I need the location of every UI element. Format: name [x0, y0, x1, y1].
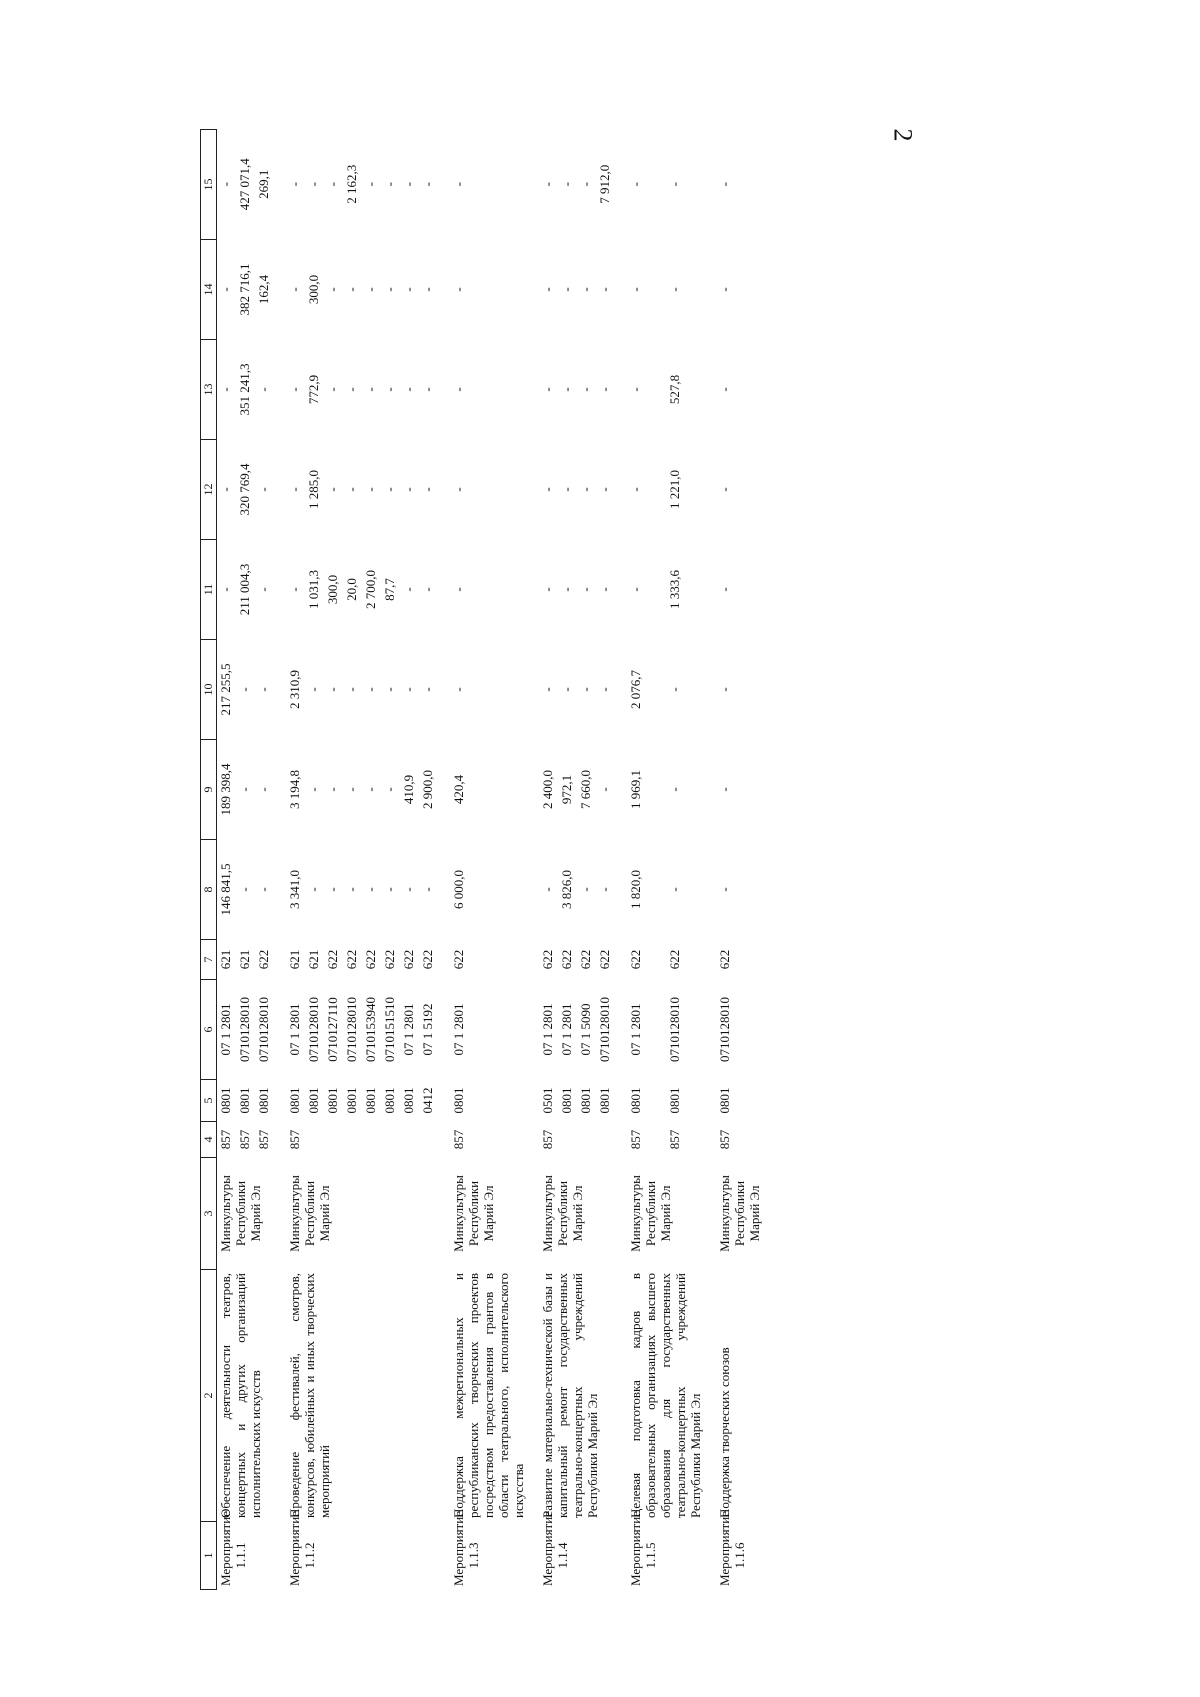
cell-col-9: -	[344, 787, 359, 792]
cell-col-9: -	[597, 787, 612, 792]
cell-col-8: -	[540, 887, 555, 892]
cell-col-6: 0710151510	[382, 997, 397, 1062]
cell-col-8: -	[363, 887, 378, 892]
cell-col-14: -	[717, 287, 732, 292]
cell-col-15: -	[218, 182, 233, 187]
cell-col-12: 1 285,0	[306, 470, 321, 509]
cell-col-10: -	[717, 687, 732, 692]
cell-col-4: 857	[666, 1129, 682, 1150]
cell-col-10: -	[401, 687, 416, 692]
cell-col-7: 622	[451, 949, 466, 970]
measure-name: Проведение фестивалей, смотров, конкурсов, юбилейных и иных творческих мероприятий	[287, 1273, 332, 1518]
cell-col-12: 1 221,0	[666, 470, 682, 509]
cell-col-15: -	[287, 182, 302, 187]
cell-col-10: 217 255,5	[218, 663, 233, 716]
cell-col-12: -	[287, 487, 302, 492]
cell-col-7: 621	[306, 949, 321, 970]
cell-col-4	[419, 1122, 438, 1158]
cell-col-9: 7 660,0	[578, 770, 593, 809]
cell-col-13: -	[287, 387, 302, 392]
cell-col-15: -	[666, 182, 682, 187]
cell-col-12: -	[451, 487, 466, 492]
cell-col-14: 382 716,1	[237, 263, 252, 316]
cell-col-14: -	[597, 287, 612, 292]
executor: Минкультуры Республики Марий Эл	[540, 1175, 585, 1252]
cell-col-7: 622	[628, 949, 643, 970]
cell-col-12: -	[578, 487, 593, 492]
cell-col-15: -	[578, 182, 593, 187]
cell-col-7: 622	[597, 949, 612, 970]
cell-col-12: -	[597, 487, 612, 492]
cell-col-14: 162,4	[256, 274, 271, 305]
cell-col-7: 621	[218, 949, 233, 970]
cell-col-15: -	[420, 182, 435, 187]
cell-col-9: 410,9	[401, 774, 416, 805]
cell-col-11: -	[256, 587, 271, 592]
cell-col-4: 857	[451, 1129, 466, 1150]
header-col-4: 4	[201, 1122, 217, 1158]
cell-col-8: -	[256, 887, 271, 892]
cell-col-6: 07 1 5192	[420, 1003, 435, 1056]
header-col-9: 9	[201, 740, 217, 840]
cell-col-15: 269,1	[256, 169, 271, 199]
measure-id: Мероприятие 1.1.4	[540, 1511, 570, 1586]
cell-col-15: 2 162,3	[344, 164, 359, 204]
cell-col-5: 0801	[237, 1087, 252, 1114]
cell-col-15: -	[559, 182, 574, 187]
cell-col-9: -	[363, 787, 378, 792]
cell-col-6: 0710127110	[325, 997, 340, 1062]
cell-col-11: -	[401, 587, 416, 592]
cell-col-4	[324, 1122, 343, 1158]
page-number: 2	[888, 128, 918, 142]
cell-col-9: 1 969,1	[628, 770, 643, 809]
group-spacer	[527, 130, 539, 1590]
cell-col-4: 857	[218, 1129, 233, 1150]
cell-col-11: 20,0	[344, 578, 359, 601]
cell-col-12: -	[325, 487, 340, 492]
cell-col-9: -	[325, 787, 340, 792]
cell-col-7: 622	[401, 949, 416, 970]
cell-col-13: -	[451, 387, 466, 392]
table-body	[217, 130, 776, 1590]
measure-name: Обеспечение деятельности театров, концертных и других организаций исполнительских искусств	[218, 1273, 263, 1518]
cell-col-13: -	[401, 387, 416, 392]
cell-col-4	[596, 1122, 615, 1158]
cell-col-11: -	[628, 587, 643, 592]
cell-col-5: 0801	[344, 1087, 359, 1114]
cell-col-6: 07 1 5090	[578, 1003, 593, 1056]
cell-col-11: -	[578, 587, 593, 592]
cell-col-5: 0801	[578, 1087, 593, 1114]
cell-col-14: -	[578, 287, 593, 292]
cell-col-12: -	[401, 487, 416, 492]
cell-col-11: -	[559, 587, 574, 592]
cell-col-9: -	[306, 787, 321, 792]
header-col-10: 10	[201, 640, 217, 740]
group-spacer	[763, 130, 775, 1590]
header-col-8: 8	[201, 840, 217, 940]
cell-col-7: 622	[717, 949, 732, 970]
cell-col-13: -	[325, 387, 340, 392]
group-spacer	[615, 130, 627, 1590]
cell-col-10: -	[540, 687, 555, 692]
cell-col-6: 07 1 2801	[451, 1003, 466, 1056]
cell-col-10: -	[237, 687, 252, 692]
cell-col-8: 1 820,0	[628, 870, 643, 909]
cell-col-7: 622	[344, 949, 359, 970]
cell-col-9: -	[717, 787, 732, 792]
cell-col-6: 0710153940	[363, 997, 378, 1062]
measure-id: Мероприятие 1.1.3	[451, 1511, 481, 1586]
cell-col-13: -	[256, 387, 271, 392]
cell-col-12: -	[363, 487, 378, 492]
cell-col-9: -	[666, 787, 682, 792]
cell-col-12: -	[717, 487, 732, 492]
cell-col-13: -	[578, 387, 593, 392]
cell-col-9: 2 900,0	[420, 770, 435, 809]
cell-col-7: 622	[578, 949, 593, 970]
table-row	[716, 130, 763, 1590]
cell-col-15: -	[628, 182, 643, 187]
cell-col-4	[362, 1122, 381, 1158]
cell-col-4	[400, 1122, 419, 1158]
cell-col-10: -	[420, 687, 435, 692]
cell-col-14: -	[540, 287, 555, 292]
cell-col-8: -	[597, 887, 612, 892]
cell-col-13: -	[344, 387, 359, 392]
cell-col-8: -	[666, 887, 682, 892]
cell-col-10: -	[306, 687, 321, 692]
cell-col-15: -	[325, 182, 340, 187]
cell-col-11: 211 004,3	[237, 563, 252, 616]
cell-col-8: -	[420, 887, 435, 892]
cell-col-13: -	[597, 387, 612, 392]
cell-col-6: 0710128010	[256, 997, 271, 1062]
cell-col-9: 2 400,0	[540, 770, 555, 809]
cell-col-5: 0501	[540, 1087, 555, 1114]
cell-col-10: 2 076,7	[628, 670, 643, 709]
cell-col-5: 0801	[325, 1087, 340, 1114]
cell-col-14: -	[420, 287, 435, 292]
executor: Минкультуры Республики Марий Эл	[218, 1175, 263, 1252]
cell-col-10: -	[256, 687, 271, 692]
cell-col-6: 07 1 2801	[218, 1003, 233, 1056]
cell-col-5: 0412	[420, 1087, 435, 1114]
cell-col-5: 0801	[628, 1087, 643, 1114]
cell-col-10: -	[382, 687, 397, 692]
cell-col-11: 2 700,0	[363, 570, 378, 609]
cell-col-6: 0710128010	[666, 997, 682, 1062]
header-col-5: 5	[201, 1080, 217, 1122]
cell-col-8: -	[306, 887, 321, 892]
cell-col-10: -	[344, 687, 359, 692]
cell-col-12: -	[420, 487, 435, 492]
header-col-15: 15	[201, 130, 217, 240]
cell-col-12: -	[218, 487, 233, 492]
cell-col-14: -	[344, 287, 359, 292]
group-spacer	[438, 130, 450, 1590]
header-col-13: 13	[201, 340, 217, 440]
cell-col-6: 07 1 2801	[401, 1003, 416, 1056]
measure-id: Мероприятие 1.1.1	[218, 1511, 248, 1586]
measure-name: Поддержка межрегиональных и республиканских творческих проектов посредством предоставления грантов в области театрального, исполнительского искусства	[451, 1273, 526, 1518]
table-row	[217, 130, 237, 1590]
cell-col-9: -	[256, 787, 271, 792]
header-row	[201, 130, 217, 1590]
cell-col-8: -	[401, 887, 416, 892]
cell-col-15: -	[363, 182, 378, 187]
cell-col-13: 527,8	[666, 374, 682, 405]
cell-col-7: 621	[287, 949, 302, 970]
cell-col-13: 351 241,3	[237, 363, 252, 416]
cell-col-11: -	[287, 587, 302, 592]
cell-col-7: 622	[363, 949, 378, 970]
cell-col-6: 0710128010	[717, 997, 732, 1062]
cell-col-5: 0801	[597, 1087, 612, 1114]
cell-col-8: -	[344, 887, 359, 892]
cell-col-14: -	[451, 287, 466, 292]
cell-col-14: 300,0	[306, 274, 321, 305]
cell-col-15: -	[382, 182, 397, 187]
cell-col-11: 300,0	[325, 574, 340, 605]
cell-col-11: -	[420, 587, 435, 592]
cell-col-9: 972,1	[559, 774, 574, 805]
executor: Минкультуры Республики Марий Эл	[628, 1175, 673, 1252]
cell-col-13: -	[540, 387, 555, 392]
cell-col-10: -	[666, 687, 682, 692]
cell-col-14: -	[363, 287, 378, 292]
cell-col-6: 0710128010	[237, 997, 252, 1062]
table-row	[627, 130, 666, 1590]
cell-col-5: 0801	[256, 1087, 271, 1114]
measure-name: Целевая подготовка кадров в образовательных организациях высшего образования для государственных театрально-концертных учреждений Республики Марий Эл	[628, 1273, 703, 1518]
cell-col-14: -	[628, 287, 643, 292]
table-row	[450, 130, 527, 1590]
cell-col-15: -	[717, 182, 732, 187]
cell-col-11: 87,7	[382, 578, 397, 601]
header-col-1: 1	[201, 1522, 217, 1590]
cell-col-8: 146 841,5	[218, 863, 233, 916]
cell-col-15: -	[401, 182, 416, 187]
cell-col-11: -	[540, 587, 555, 592]
cell-col-8: -	[382, 887, 397, 892]
cell-col-15: -	[306, 182, 321, 187]
cell-col-15: 427 071,4	[237, 158, 252, 211]
cell-col-9: 3 194,8	[287, 770, 302, 809]
header-col-14: 14	[201, 240, 217, 340]
cell-col-10: -	[451, 687, 466, 692]
cell-col-11: -	[218, 587, 233, 592]
cell-col-4	[343, 1122, 362, 1158]
cell-col-4: 857	[628, 1129, 643, 1150]
cell-col-5: 0801	[559, 1087, 574, 1114]
cell-col-12: -	[344, 487, 359, 492]
cell-col-7: 622	[559, 949, 574, 970]
cell-col-13: -	[420, 387, 435, 392]
cell-col-11: -	[717, 587, 732, 592]
cell-col-12: -	[628, 487, 643, 492]
header-col-11: 11	[201, 540, 217, 640]
cell-col-15: -	[540, 182, 555, 187]
cell-col-14: -	[218, 287, 233, 292]
cell-col-11: -	[451, 587, 466, 592]
budget-table	[200, 129, 775, 1590]
cell-col-4	[558, 1122, 577, 1158]
table-row	[539, 130, 558, 1590]
header-col-2: 2	[201, 1270, 217, 1522]
cell-col-6: 07 1 2801	[287, 1003, 302, 1056]
cell-col-13: -	[382, 387, 397, 392]
cell-col-4: 857	[717, 1129, 732, 1150]
cell-col-14: -	[287, 287, 302, 292]
cell-col-8: -	[237, 887, 252, 892]
group-spacer	[274, 130, 286, 1590]
rotated-table-container	[200, 130, 980, 1590]
cell-col-6: 0710128010	[344, 997, 359, 1062]
cell-col-7: 622	[382, 949, 397, 970]
cell-col-14: -	[401, 287, 416, 292]
executor: Минкультуры Республики Марий Эл	[451, 1175, 496, 1252]
executor: Минкультуры Республики Марий Эл	[287, 1175, 332, 1252]
cell-col-8: 6 000,0	[451, 870, 466, 909]
cell-col-6: 07 1 2801	[628, 1003, 643, 1056]
cell-col-8: -	[325, 887, 340, 892]
header-col-7: 7	[201, 940, 217, 980]
cell-col-4	[577, 1122, 596, 1158]
cell-col-11: -	[597, 587, 612, 592]
measure-id: Мероприятие 1.1.6	[717, 1511, 747, 1586]
cell-col-6: 07 1 2801	[559, 1003, 574, 1056]
header-col-12: 12	[201, 440, 217, 540]
header-col-3: 3	[201, 1158, 217, 1270]
cell-col-7: 622	[420, 949, 435, 970]
cell-col-12: 320 769,4	[237, 463, 252, 516]
group-spacer	[704, 130, 716, 1590]
header-col-6: 6	[201, 980, 217, 1080]
measure-name: Развитие материально-технической базы и капитальный ремонт государственных театрально-концертных учреждений Республики Марий Эл	[540, 1273, 600, 1518]
cell-col-7: 621	[237, 949, 252, 970]
cell-col-7: 622	[540, 949, 555, 970]
cell-col-8: -	[717, 887, 732, 892]
cell-col-10: -	[559, 687, 574, 692]
cell-col-5: 0801	[287, 1087, 302, 1114]
cell-col-9: -	[237, 787, 252, 792]
cell-col-12: -	[256, 487, 271, 492]
cell-col-13: 772,9	[306, 374, 321, 405]
table-row	[286, 130, 305, 1590]
cell-col-14: -	[559, 287, 574, 292]
cell-col-12: -	[559, 487, 574, 492]
cell-col-4	[381, 1122, 400, 1158]
cell-col-11: 1 333,6	[666, 570, 682, 609]
cell-col-13: -	[363, 387, 378, 392]
cell-col-14: -	[666, 287, 682, 292]
cell-col-10: 2 310,9	[287, 670, 302, 709]
cell-col-15: -	[451, 182, 466, 187]
cell-col-8: 3 826,0	[559, 870, 574, 909]
cell-col-5: 0801	[401, 1087, 416, 1114]
cell-col-7: 622	[666, 949, 682, 970]
cell-col-4: 857	[237, 1129, 252, 1150]
cell-col-12: -	[382, 487, 397, 492]
cell-col-5: 0801	[382, 1087, 397, 1114]
cell-col-4: 857	[540, 1129, 555, 1150]
measure-id: Мероприятие 1.1.5	[628, 1511, 658, 1586]
cell-col-14: -	[382, 287, 397, 292]
cell-col-5: 0801	[218, 1087, 233, 1114]
cell-col-13: -	[218, 387, 233, 392]
cell-col-6: 0710128010	[306, 997, 321, 1062]
cell-col-9: 420,4	[451, 774, 466, 805]
cell-col-6: 07 1 2801	[540, 1003, 555, 1056]
cell-col-5: 0801	[306, 1087, 321, 1114]
cell-col-13: -	[628, 387, 643, 392]
cell-col-15: 7 912,0	[597, 164, 612, 204]
cell-col-12: -	[540, 487, 555, 492]
cell-col-13: -	[559, 387, 574, 392]
cell-col-4: 857	[287, 1129, 302, 1150]
cell-col-6: 0710128010	[597, 997, 612, 1062]
cell-col-8: -	[578, 887, 593, 892]
executor: Минкультуры Республики Марий Эл	[717, 1175, 762, 1252]
cell-col-10: -	[578, 687, 593, 692]
cell-col-8: 3 341,0	[287, 870, 302, 909]
cell-col-14: -	[325, 287, 340, 292]
cell-col-5: 0801	[363, 1087, 378, 1114]
cell-col-10: -	[325, 687, 340, 692]
cell-col-4: 857	[256, 1129, 271, 1150]
measure-name: Поддержка творческих союзов	[717, 1347, 732, 1518]
cell-col-10: -	[363, 687, 378, 692]
cell-col-9: -	[382, 787, 397, 792]
cell-col-5: 0801	[451, 1087, 466, 1114]
cell-col-9: 189 398,4	[218, 763, 233, 816]
cell-col-10: -	[597, 687, 612, 692]
cell-col-11: 1 031,3	[306, 570, 321, 609]
cell-col-7: 622	[256, 949, 271, 970]
cell-col-5: 0801	[717, 1087, 732, 1114]
cell-col-13: -	[717, 387, 732, 392]
cell-col-4	[305, 1122, 324, 1158]
cell-col-7: 622	[325, 949, 340, 970]
cell-col-5: 0801	[666, 1087, 682, 1114]
measure-id: Мероприятие 1.1.2	[287, 1511, 317, 1586]
